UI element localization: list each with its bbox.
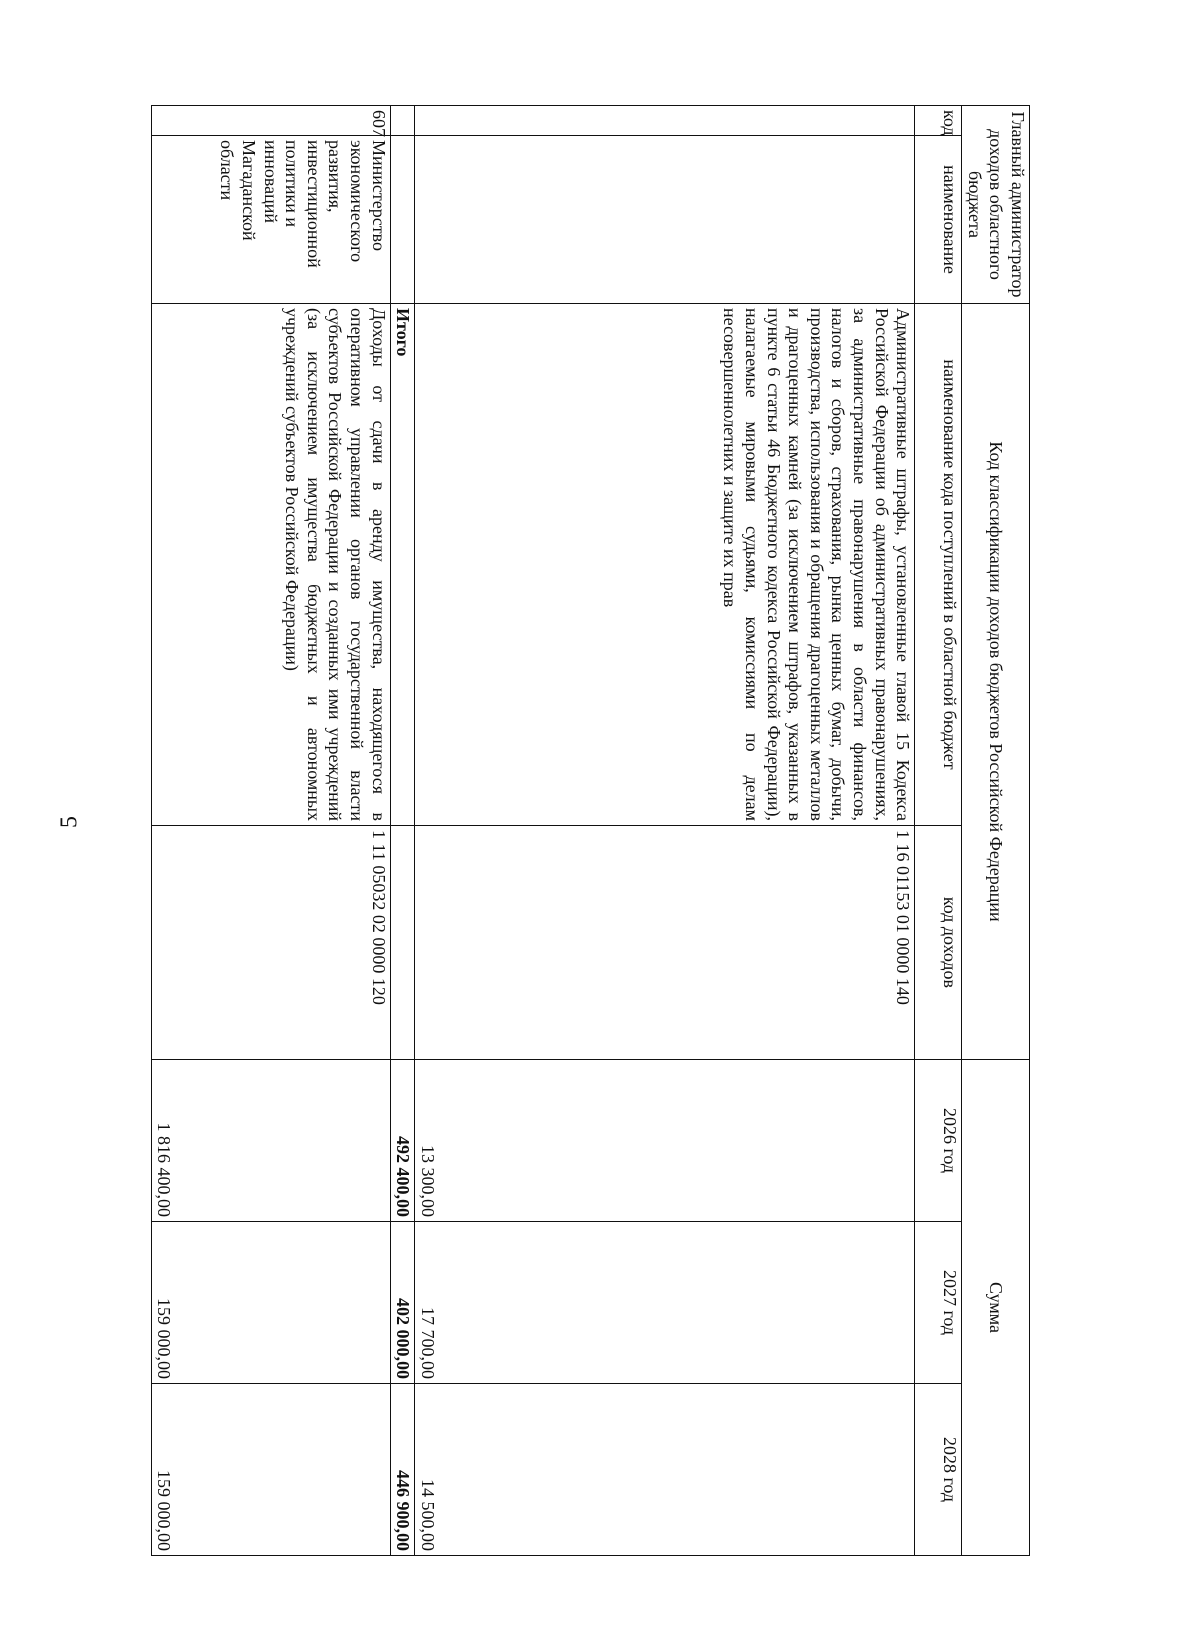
row-revenue-name: Административные штрафы, установленные главой 15 Кодекса Российской Федерации об административных правонарушениях, за административные правонарушения в области финансов, налогов и сборов, страхования, рынка ценных бумаг, добычи, производства, использования и обращения драгоценных металлов и драгоценных камней (за исключением штрафов, указанных в пункте 6 статьи 46 Бюджетного кодекса Российской Федерации), налагаемые мировыми судьями, комиссиями по делам несовершеннолетних и защите их прав <box>415 304 915 826</box>
col-name-header: наименование <box>915 136 962 304</box>
total-row <box>390 106 415 1556</box>
classification-group-header: Код классификации доходов бюджетов Российской Федерации <box>962 304 1030 1060</box>
row-admin-name <box>390 136 415 304</box>
col-revenue-code-header: код доходов <box>915 826 962 1060</box>
row-revenue-code <box>390 826 415 1060</box>
total-value-2028: 446 900,00 <box>390 1384 415 1556</box>
row-value-2027: 17 700,00 <box>415 1222 915 1384</box>
header-row-2 <box>915 106 962 1556</box>
row-value-2026: 13 300,00 <box>415 1060 915 1222</box>
col-code-header: код <box>915 106 962 136</box>
rotated-table-container <box>154 105 1030 1555</box>
total-value-2027: 402 000,00 <box>390 1222 415 1384</box>
col-revenue-name-header: наименование кода поступлений в областной бюджет <box>915 304 962 826</box>
row-code <box>390 106 415 136</box>
row-revenue-code: 1 16 01153 01 0000 140 <box>415 826 915 1060</box>
revenue-table <box>151 105 1030 1556</box>
row-value-2028: 159 000,00 <box>151 1384 390 1556</box>
col-2027-header: 2027 год <box>915 1222 962 1384</box>
total-label: Итого <box>390 304 415 826</box>
sum-group-header: Сумма <box>962 1060 1030 1556</box>
row-value-2027: 159 000,00 <box>151 1222 390 1384</box>
col-2028-header: 2028 год <box>915 1384 962 1556</box>
row-value-2028: 14 500,00 <box>415 1384 915 1556</box>
table-row <box>151 106 390 1556</box>
page-number: 5 <box>56 816 83 828</box>
row-revenue-code: 1 11 05032 02 0000 120 <box>151 826 390 1060</box>
row-admin-name: Министерство экономического развития, инвестиционной политики и инноваций Магаданской области <box>151 136 390 304</box>
table-row <box>415 106 915 1556</box>
header-row-1 <box>962 106 1030 1556</box>
admin-group-header: Главный администратор доходов областного бюджета <box>962 106 1030 304</box>
row-value-2026: 1 816 400,00 <box>151 1060 390 1222</box>
total-value-2026: 492 400,00 <box>390 1060 415 1222</box>
row-admin-name <box>415 136 915 304</box>
row-code <box>415 106 915 136</box>
col-2026-header: 2026 год <box>915 1060 962 1222</box>
row-revenue-name: Доходы от сдачи в аренду имущества, находящегося в оперативном управлении органов государственной власти субъектов Российской Федерации и созданных ими учреждений (за исключением имущества бюджетных и автономных учреждений субъектов Российской Федерации) <box>151 304 390 826</box>
row-code: 607 <box>151 106 390 136</box>
